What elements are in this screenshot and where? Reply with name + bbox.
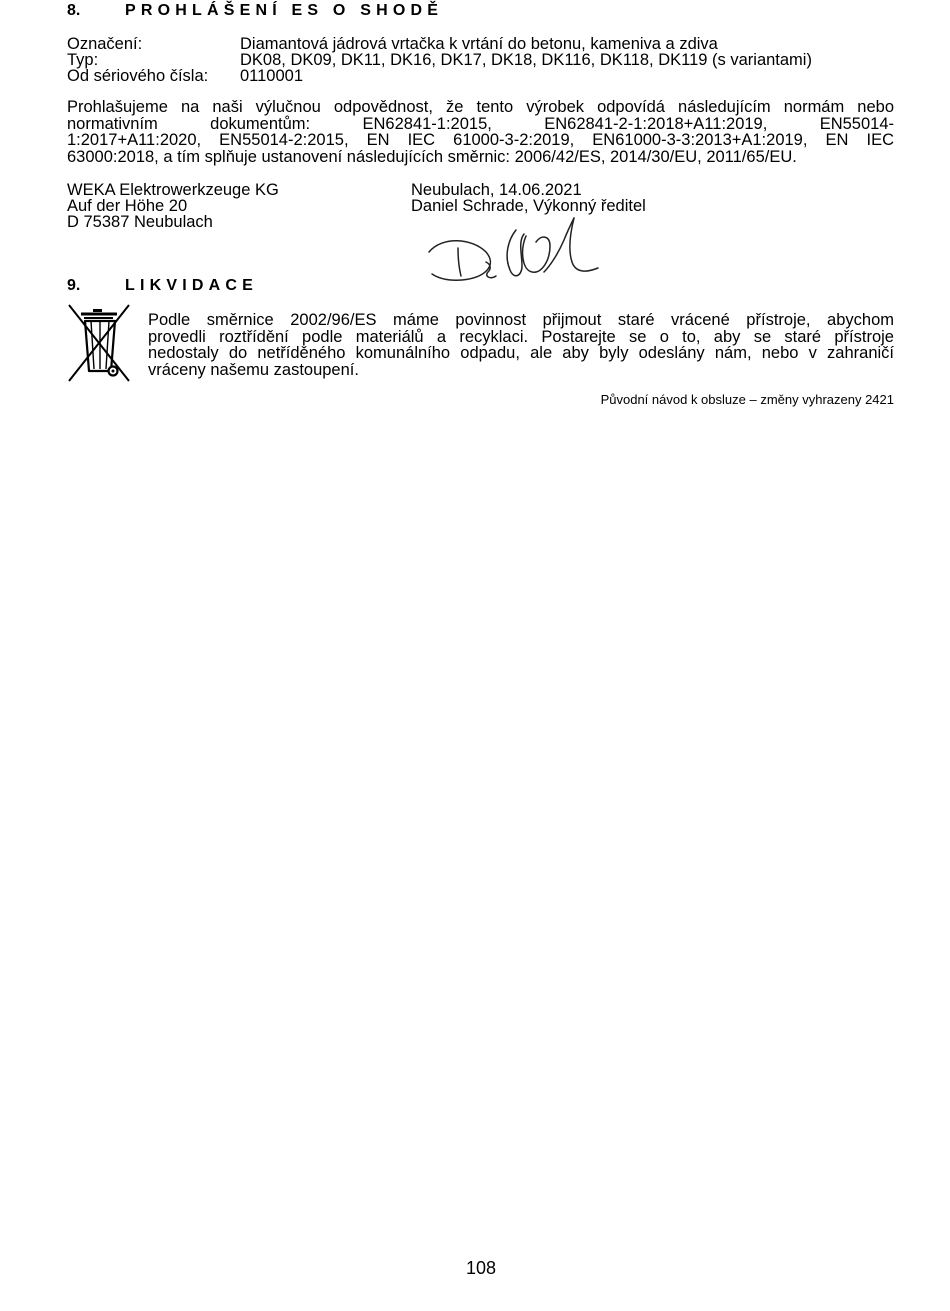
signature-image xyxy=(424,214,604,290)
page-number: 108 xyxy=(465,1258,497,1278)
section-8-number: 8. xyxy=(67,2,81,19)
company-street: Auf der Höhe 20 xyxy=(67,197,188,215)
section-8-heading xyxy=(67,2,443,20)
disposal-line: nedostaly do netříděného komunálního odpadu, ale aby byly odeslány nám, nebo v zahraničí xyxy=(148,344,894,362)
designation-label: Označení: xyxy=(67,35,143,53)
disposal-line: provedli roztřídění podle materiálů a recyklaci. Postarejte se o to, aby se staré přístroje xyxy=(148,327,894,346)
section-9-heading xyxy=(67,277,258,295)
signatory: Daniel Schrade, Výkonný ředitel xyxy=(411,197,646,215)
disposal-paragraph xyxy=(148,312,894,378)
section-8-title: PROHLÁŠENÍ ES O SHODĚ xyxy=(125,2,444,19)
declaration-line: Prohlašujeme na naši výlučnou odpovědnost, že tento výrobek odpovídá následujícím normám nebo xyxy=(67,98,894,116)
crossed-out-wheelie-bin-icon xyxy=(67,303,131,383)
disposal-line: vráceny našemu zastoupení. xyxy=(148,360,359,379)
disposal-line: Podle směrnice 2002/96/ES máme povinnost přijmout staré vrácené přístroje, abychom xyxy=(148,311,894,329)
footer-note: Původní návod k obsluze – změny vyhrazeny 2421 xyxy=(600,392,894,407)
company-name: WEKA Elektrowerkzeuge KG xyxy=(67,181,279,199)
declaration-line: 1:2017+A11:2020, EN55014-2:2015, EN IEC 61000-3-2:2019, EN61000-3-3:2013+A1:2019, EN IEC xyxy=(67,131,894,149)
serial-label: Od sériového čísla: xyxy=(67,67,209,85)
declaration-line: 63000:2018, a tím splňuje ustanovení následujících směrnic: 2006/42/ES, 2014/30/EU, 2011/65/EU. xyxy=(67,147,797,166)
declaration-line: normativním dokumentům: EN62841-1:2015, EN62841-2-1:2018+A11:2019, EN55014- xyxy=(67,114,894,133)
section-9-title: LIKVIDACE xyxy=(125,277,259,294)
type-label: Typ: xyxy=(67,51,99,69)
designation-value: Diamantová jádrová vrtačka k vrtání do betonu, kameniva a zdiva xyxy=(240,35,718,53)
declaration-paragraph xyxy=(67,99,894,165)
serial-value: 0110001 xyxy=(240,67,304,85)
place-date: Neubulach, 14.06.2021 xyxy=(411,181,582,199)
section-9-number: 9. xyxy=(67,277,81,294)
company-city: D 75387 Neubulach xyxy=(67,213,213,231)
type-value: DK08, DK09, DK11, DK16, DK17, DK18, DK116, DK118, DK119 (s variantami) xyxy=(240,51,812,69)
